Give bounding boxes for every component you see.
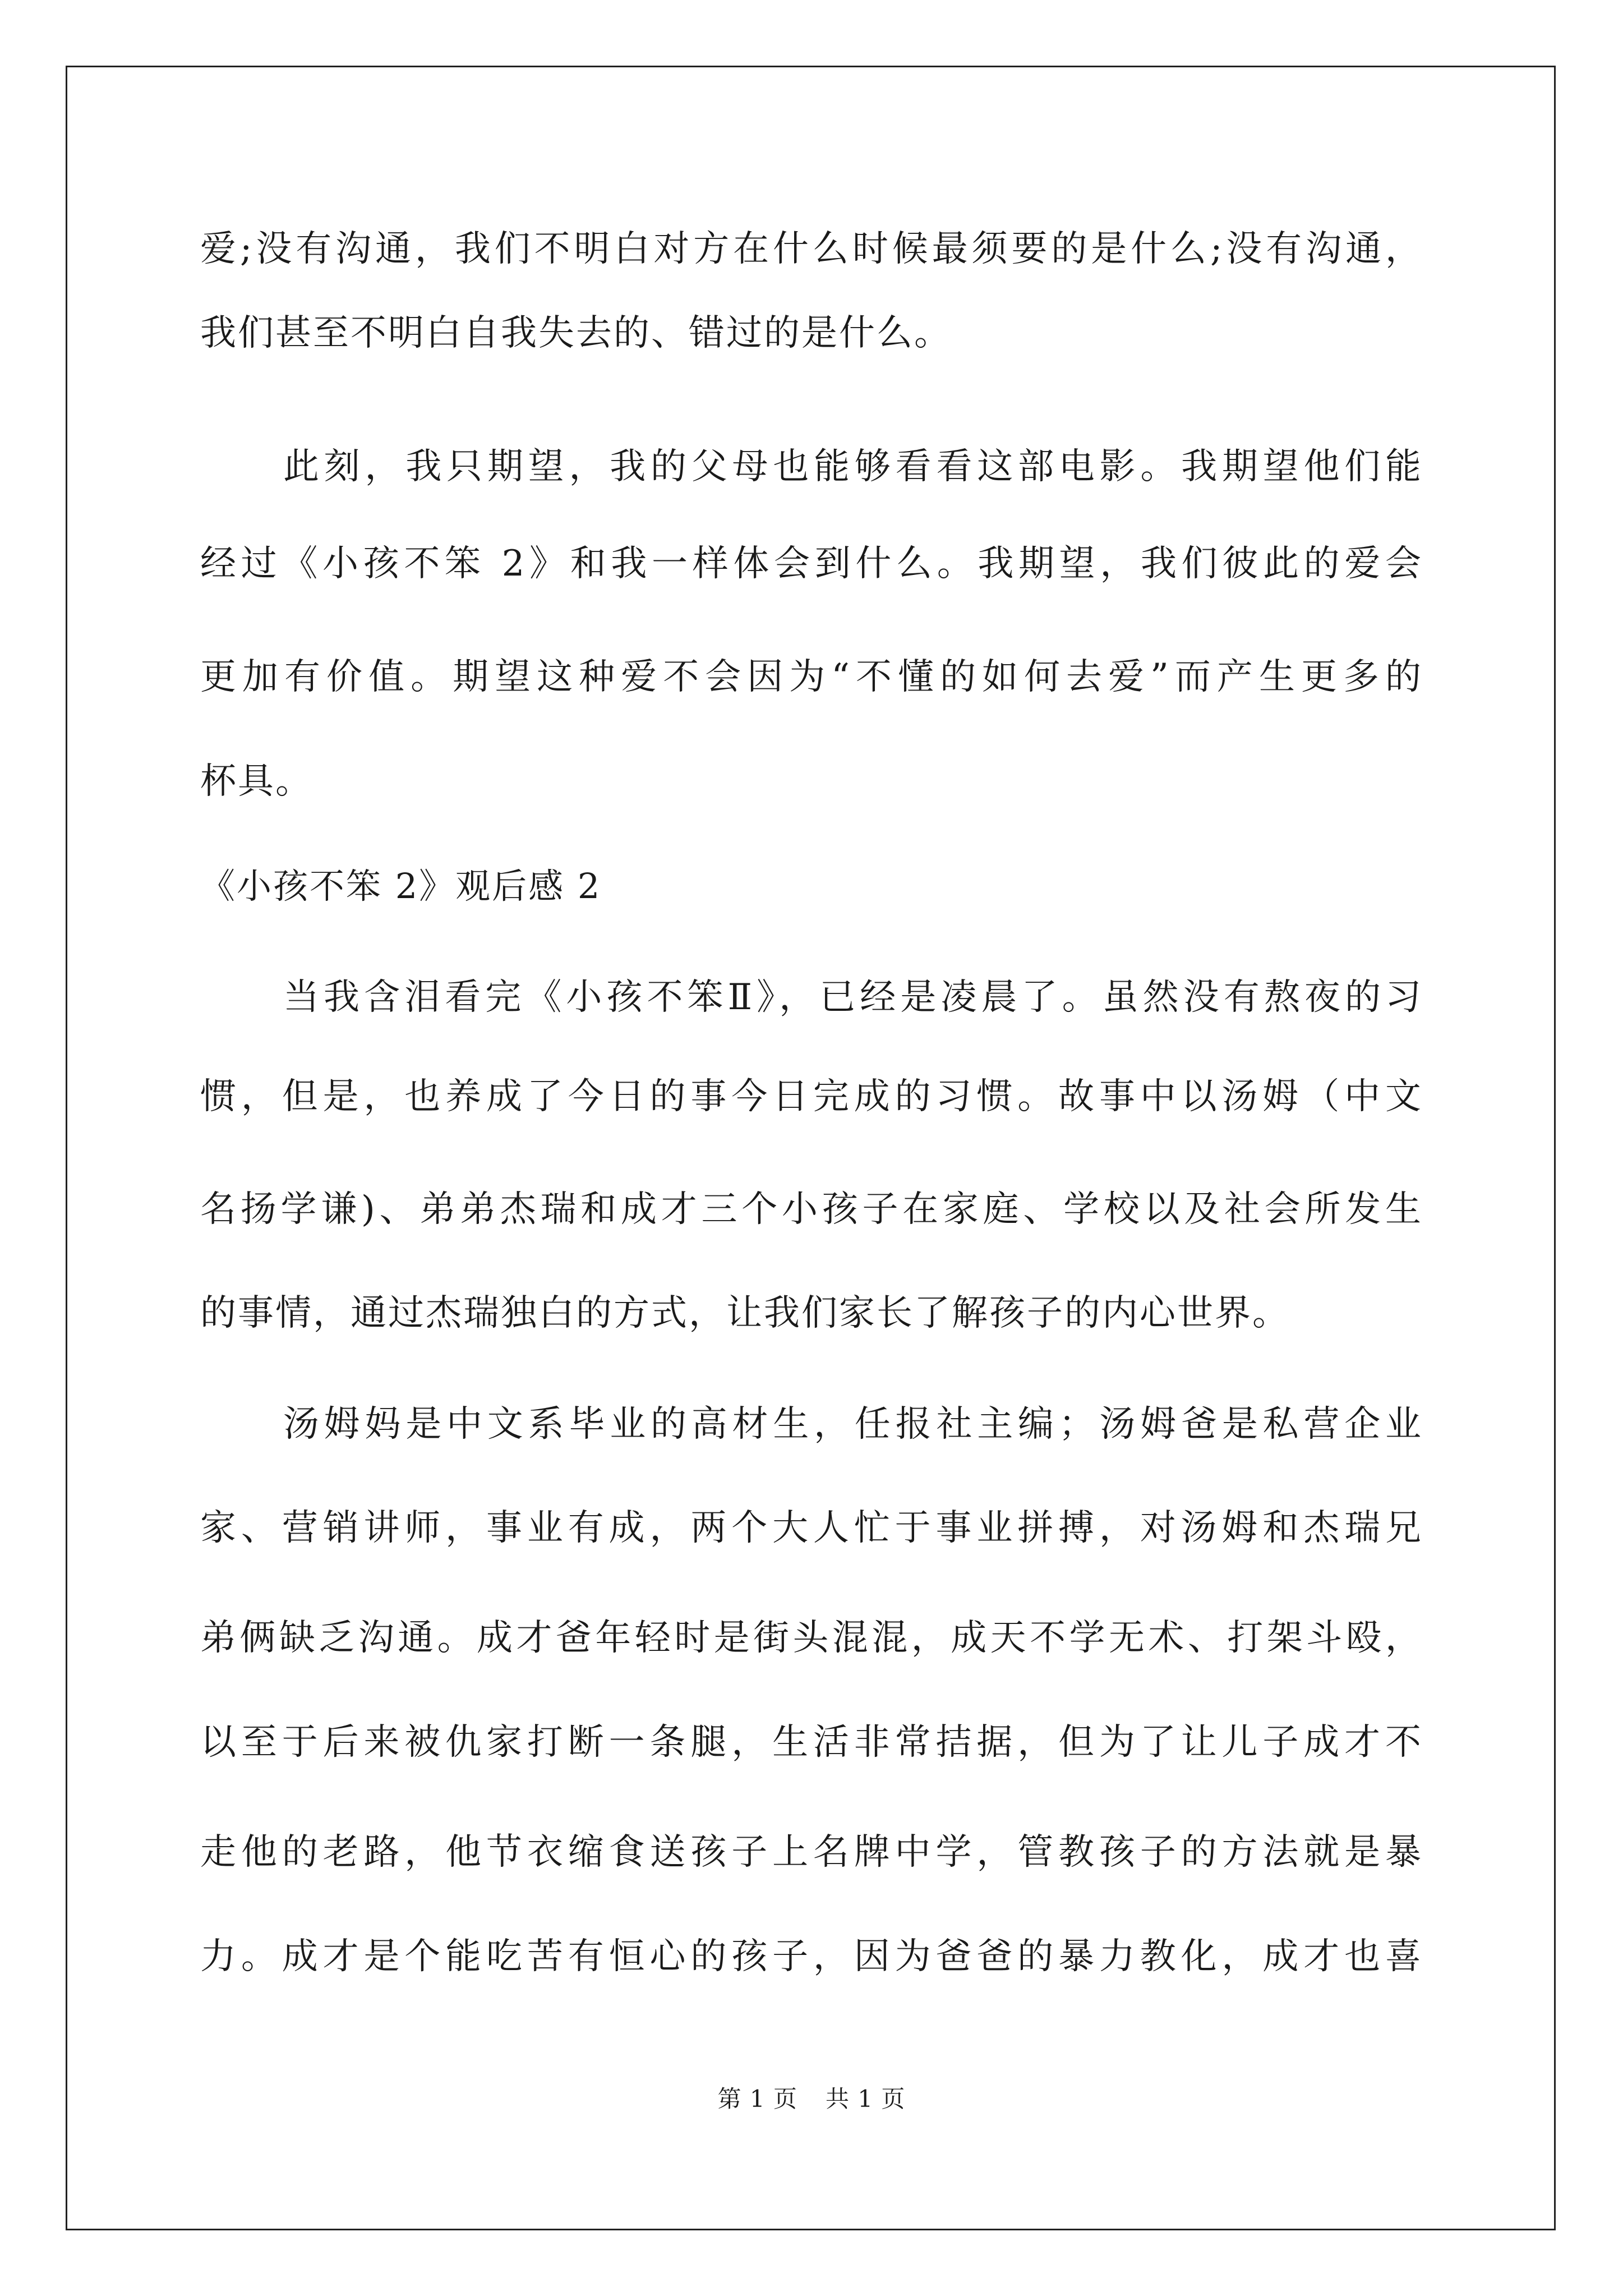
text-line: 更加有价值。期望这种爱不会因为“不懂的如何去爱”而产生更多的	[200, 656, 1423, 698]
text-line: 家、营销讲师，事业有成，两个大人忙于事业拼搏，对汤姆和杰瑞兄	[200, 1507, 1423, 1549]
page-total: 共 1 页	[826, 2085, 906, 2113]
page-number: 第 1 页	[717, 2085, 797, 2113]
text-line: 爱;没有沟通，我们不明白对方在什么时候最须要的是什么;没有沟通，	[200, 228, 1423, 270]
section-heading: 《小孩不笨 2》观后感 2	[200, 866, 602, 907]
text-line: 惯，但是，也养成了今日的事今日完成的习惯。故事中以汤姆（中文	[200, 1076, 1423, 1117]
text-line: 经过《小孩不笨 2》和我一样体会到什么。我期望，我们彼此的爱会	[200, 543, 1423, 585]
text-line: 以至于后来被仇家打断一条腿，生活非常拮据，但为了让儿子成才不	[200, 1722, 1423, 1763]
text-line: 我们甚至不明白自我失去的、错过的是什么。	[200, 312, 952, 354]
text-line: 力。成才是个能吃苦有恒心的孩子，因为爸爸的暴力教化，成才也喜	[200, 1936, 1423, 1977]
text-line: 弟俩缺乏沟通。成才爸年轻时是街头混混，成天不学无术、打架斗殴，	[200, 1617, 1423, 1659]
paragraph-first-line: 此刻，我只期望，我的父母也能够看看这部电影。我期望他们能	[283, 446, 1423, 487]
paragraph-first-line: 当我含泪看完《小孩不笨Ⅱ》，已经是凌晨了。虽然没有熬夜的习	[283, 977, 1423, 1018]
text-line: 杯具。	[200, 761, 313, 802]
paragraph-first-line: 汤姆妈是中文系毕业的高材生，任报社主编；汤姆爸是私营企业	[283, 1404, 1423, 1445]
text-line: 名扬学谦)、弟弟杰瑞和成才三个小孩子在家庭、学校以及社会所发生	[200, 1189, 1423, 1230]
page-footer	[0, 2083, 1623, 2115]
text-line: 的事情，通过杰瑞独白的方式，让我们家长了解孩子的内心世界。	[200, 1292, 1290, 1334]
page-border	[66, 66, 1556, 2230]
text-line: 走他的老路，他节衣缩食送孩子上名牌中学，管教孩子的方法就是暴	[200, 1832, 1423, 1873]
